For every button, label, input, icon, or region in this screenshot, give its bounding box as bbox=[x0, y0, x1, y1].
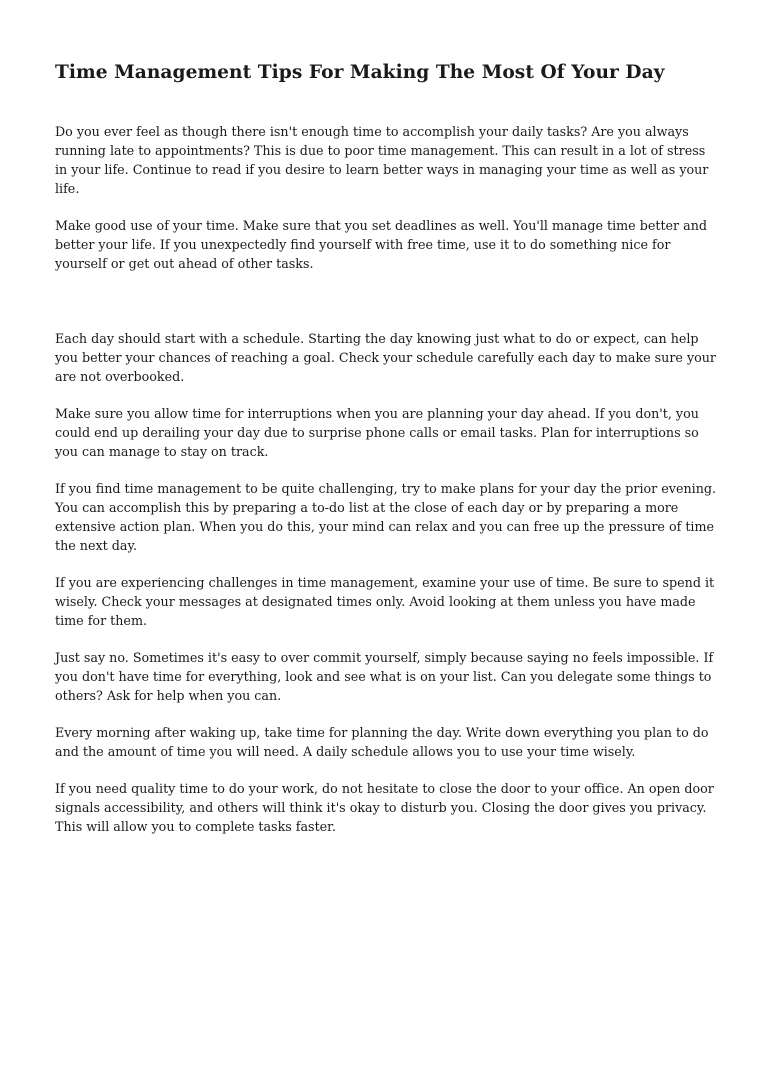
paragraph-interruptions: Make sure you allow time for interruptions when you are planning your day ahead. If you don't, you could end up derailing your day due to surprise phone calls or email tasks. Plan for interruptions so you can manage to stay on track. bbox=[55, 406, 699, 459]
paragraph-say-no: Just say no. Sometimes it's easy to over commit yourself, simply because saying no feels impossible. If you don't have time for everything, look and see what is on your list. Can you delegate some things to others? Ask for help when you can. bbox=[55, 650, 714, 703]
paragraph-morning-planning: Every morning after waking up, take time for planning the day. Write down everything you plan to do and the amount of time you will need. A daily schedule allows you to use your time wisely. bbox=[55, 725, 709, 759]
document-page bbox=[55, 60, 719, 854]
paragraph-intro: Do you ever feel as though there isn't enough time to accomplish your daily tasks? Are you always running late to appointments? This is due to poor time management. This can result in a lot of stress in your life. Continue to read if you desire to learn better ways in managing your time as well as your life. bbox=[55, 124, 709, 196]
document-title: Time Management Tips For Making The Most Of Your Day bbox=[55, 62, 665, 83]
paragraph-examine-time: If you are experiencing challenges in time management, examine your use of time. Be sure to spend it wisely. Check your messages at designated times only. Avoid looking at them unless you have made time for them. bbox=[55, 575, 715, 628]
paragraph-schedule: Each day should start with a schedule. Starting the day knowing just what to do or expect, can help you better your chances of reaching a goal. Check your schedule carefully each day to make sure your are not overbooked. bbox=[55, 331, 717, 384]
paragraph-prior-evening: If you find time management to be quite challenging, try to make plans for your day the prior evening. You can accomplish this by preparing a to-do list at the close of each day or by preparing a more extensive action plan. When you do this, your mind can relax and you can free up the pressure of time the next day. bbox=[55, 481, 717, 553]
paragraph-close-door: If you need quality time to do your work, do not hesitate to close the door to your office. An open door signals accessibility, and others will think it's okay to disturb you. Closing the door gives you privacy. This will allow you to complete tasks faster. bbox=[55, 781, 714, 834]
paragraph-spacer bbox=[55, 291, 719, 329]
paragraph-good-use: Make good use of your time. Make sure that you set deadlines as well. You'll manage time better and better your life. If you unexpectedly find yourself with free time, use it to do something nice for yourself or get out ahead of other tasks. bbox=[55, 218, 708, 271]
